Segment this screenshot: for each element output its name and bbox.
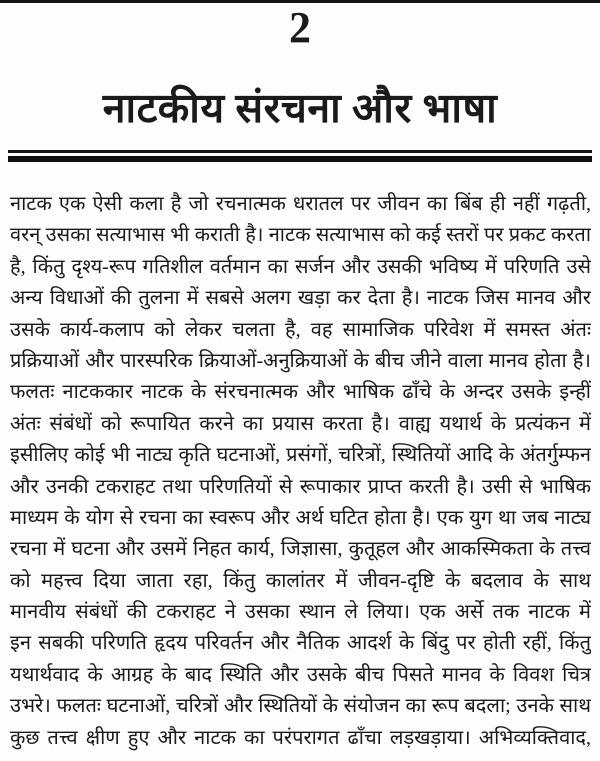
divider-thin-line: [8, 150, 592, 153]
body-line: इन सबकी परिणति हृदय परिवर्तन और नैतिक आदर्श के बिंदु पर होती रहीं, किंतु: [10, 632, 591, 655]
body-line: यथार्थवाद के आग्रह के बाद स्थिति और उसके बीच पिसते मानव के विवश चित्र: [10, 663, 591, 686]
body-line: इसीलिए कोई भी नाट्य कृति घटनाओं, प्रसंगों, चरित्रों, स्थितियों आदि के अंतर्गुम्फन: [10, 444, 591, 467]
title-divider: [8, 150, 592, 162]
body-line: उभरे। फलतः घटनाओं, चरित्रों और स्थितियों के संयोजन का रूप बदला; उनके साथ: [10, 695, 591, 718]
body-line: कुछ तत्त्व क्षीण हुए और नाटक का परंपरागत ढाँचा लड़खड़ाया। अभिव्यक्तिवाद,: [10, 726, 591, 749]
body-line: वरन् उसका सत्याभास भी कराती है। नाटक सत्याभास को कई स्तरों पर प्रकट करता: [10, 224, 591, 247]
body-line: अंतः संबंधों को रूपायित करने का प्रयास करता है। वाह्य यथार्थ के प्रत्यंकन में: [10, 412, 591, 435]
body-line: प्रक्रियाओं और पारस्परिक क्रियाओं-अनुक्रियाओं के बीच जीने वाला मानव होता है।: [10, 349, 591, 372]
body-line: है, किंतु दृश्य-रूप गतिशील वर्तमान का सर्जन और उसकी भविष्य में परिणति उसे: [10, 255, 591, 278]
body-line: माध्यम के योग से रचना का स्वरूप और अर्थ घटित होता है। एक युग था जब नाट्य: [10, 506, 591, 529]
body-line: और उनकी टकराहट तथा परिणतियों से रूपाकार प्राप्त करती है। उसी से भाषिक: [10, 475, 591, 498]
body-line: नाटक एक ऐसी कला है जो रचनात्मक धरातल पर जीवन का बिंब ही नहीं गढ़ती,: [10, 193, 591, 215]
body-line: मानवीय संबंधों की टकराहट ने उसका स्थान ले लिया। एक अर्से तक नाटक में: [10, 601, 591, 624]
divider-thick-line: [8, 156, 592, 162]
body-line: रचना में घटना और उसमें निहत कार्य, जिज्ञासा, कुतूहल और आकस्मिकता के तत्त्व: [10, 538, 591, 561]
chapter-number: 2: [289, 3, 311, 52]
body-line: फलतः नाटककार नाटक के संरचनात्मक और भाषिक ढाँचे के अन्दर उसके इन्हीं: [10, 381, 591, 404]
chapter-title: नाटकीय संरचना और भाषा: [102, 85, 498, 131]
body-line: को महत्त्व दिया जाता रहा, किंतु कालांतर में जीवन-दृष्टि के बदलाव के साथ: [10, 569, 591, 592]
body-line: उसके कार्य-कलाप को लेकर चलता है, वह सामाजिक परिवेश में समस्त अंतः: [10, 318, 591, 341]
body-paragraph: [10, 189, 591, 754]
body-line: अन्य विधाओं की तुलना में सबसे अलग खड़ा कर देता है। नाटक जिस मानव और: [10, 287, 591, 310]
